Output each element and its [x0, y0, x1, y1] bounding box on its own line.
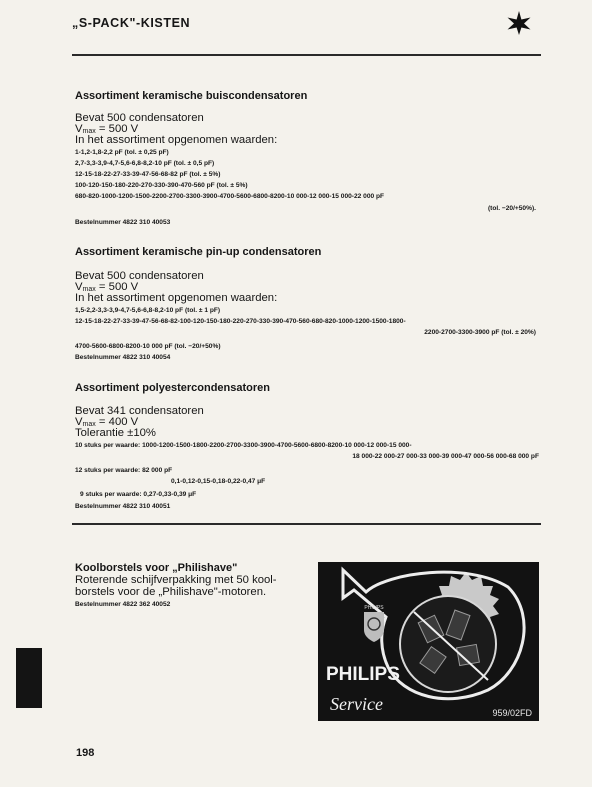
vmax-text: $V_{max} = 500$ V — [75, 123, 139, 135]
section-rule — [72, 523, 541, 525]
service-label: Service — [330, 694, 383, 714]
vmax-text: $V_{max} = 500$ V — [75, 281, 139, 293]
star-icon — [506, 10, 532, 36]
value-line: 1,5-2,2-3,3-3,9-4,7-5,6-6,8-8,2-10 pF (tol. ± 1 pF) — [75, 307, 221, 314]
brand-label: PHILIPS — [326, 664, 400, 685]
tolerance-note: (tol. −20/+50%). — [487, 205, 536, 212]
emblem-label: PHILIPS — [364, 605, 384, 611]
contains-text: Bevat 341 condensatoren — [75, 405, 204, 417]
section-heading-polyester: Assortiment polyestercondensatoren — [75, 382, 270, 394]
order-number: Bestelnummer 4822 310 40053 — [75, 219, 171, 226]
brushes-line: borstels voor de „Philishave"-motoren. — [75, 586, 267, 598]
value-line: 12-15-18-22-27-33-39-47-56-68-82-100-120-150-180-220-270-330-390-470-560-680-820-1000-1200-1500-1800- — [75, 318, 406, 325]
value-line: 2,7-3,3-3,9-4,7-5,6-6,8-8,2-10 pF (tol. ± 0,5 pF) — [75, 160, 215, 167]
philips-service-image — [318, 562, 539, 721]
value-line: 680-820-1000-1200-1500-2200-2700-3300-3900-4700-5600-6800-8200-10 000-12 000-15 000-22 000 pF — [75, 193, 385, 200]
tolerance-text: Tolerantie ±10% — [75, 427, 156, 439]
values-intro: In het assortiment opgenomen waarden: — [75, 292, 278, 304]
value-line: 12 stuks per waarde: 82 000 pF — [75, 467, 173, 474]
page-number: 198 — [76, 747, 95, 759]
value-line: 18 000-22 000-27 000-33 000-39 000-47 000-56 000-68 000 pF — [352, 453, 539, 460]
section-heading-pinup: Assortiment keramische pin-up condensatoren — [75, 246, 322, 258]
section-heading-buis: Assortiment keramische buiscondensatoren — [75, 90, 308, 102]
value-line: 2200-2700-3300-3900 pF (tol. ± 20%) — [424, 329, 536, 336]
order-number: Bestelnummer 4822 310 40054 — [75, 354, 171, 361]
value-line: 4700-5600-6800-8200-10 000 pF (tol. −20/+50%) — [75, 343, 221, 350]
value-line: 100-120-150-180-220-270-330-390-470-560 pF (tol. ± 5%) — [75, 182, 248, 189]
value-line: 1-1,2-1,8-2,2 pF (tol. ± 0,25 pF) — [75, 149, 169, 156]
value-line: 12-15-18-22-27-33-39-47-56-68-82 pF (tol. ± 5%) — [75, 171, 221, 178]
page-title: „S-PACK"-KISTEN — [72, 16, 191, 30]
order-number: Bestelnummer 4822 362 40052 — [75, 601, 171, 608]
header-rule — [72, 54, 541, 56]
value-line: 10 stuks per waarde: 1000-1200-1500-1800-2200-2700-3300-3900-4700-5600-6800-8200-10 000-12 000-15 000- — [75, 442, 412, 449]
product-code: 959/02FD — [492, 708, 532, 718]
brushes-heading: Koolborstels voor „Philishave" — [75, 562, 238, 574]
contains-text: Bevat 500 condensatoren — [75, 112, 204, 124]
value-line: 0,1-0,12-0,15-0,18-0,22-0,47 μF — [171, 478, 266, 485]
contains-text: Bevat 500 condensatoren — [75, 270, 204, 282]
order-number: Bestelnummer 4822 310 40051 — [75, 503, 171, 510]
vmax-text: $V_{max} = 400$ V — [75, 416, 139, 428]
values-intro: In het assortiment opgenomen waarden: — [75, 134, 278, 146]
brushes-line: Roterende schijfverpakking met 50 kool- — [75, 574, 277, 586]
value-line: 9 stuks per waarde: 0,27-0,33-0,39 μF — [80, 491, 197, 498]
edge-marker — [16, 648, 42, 708]
